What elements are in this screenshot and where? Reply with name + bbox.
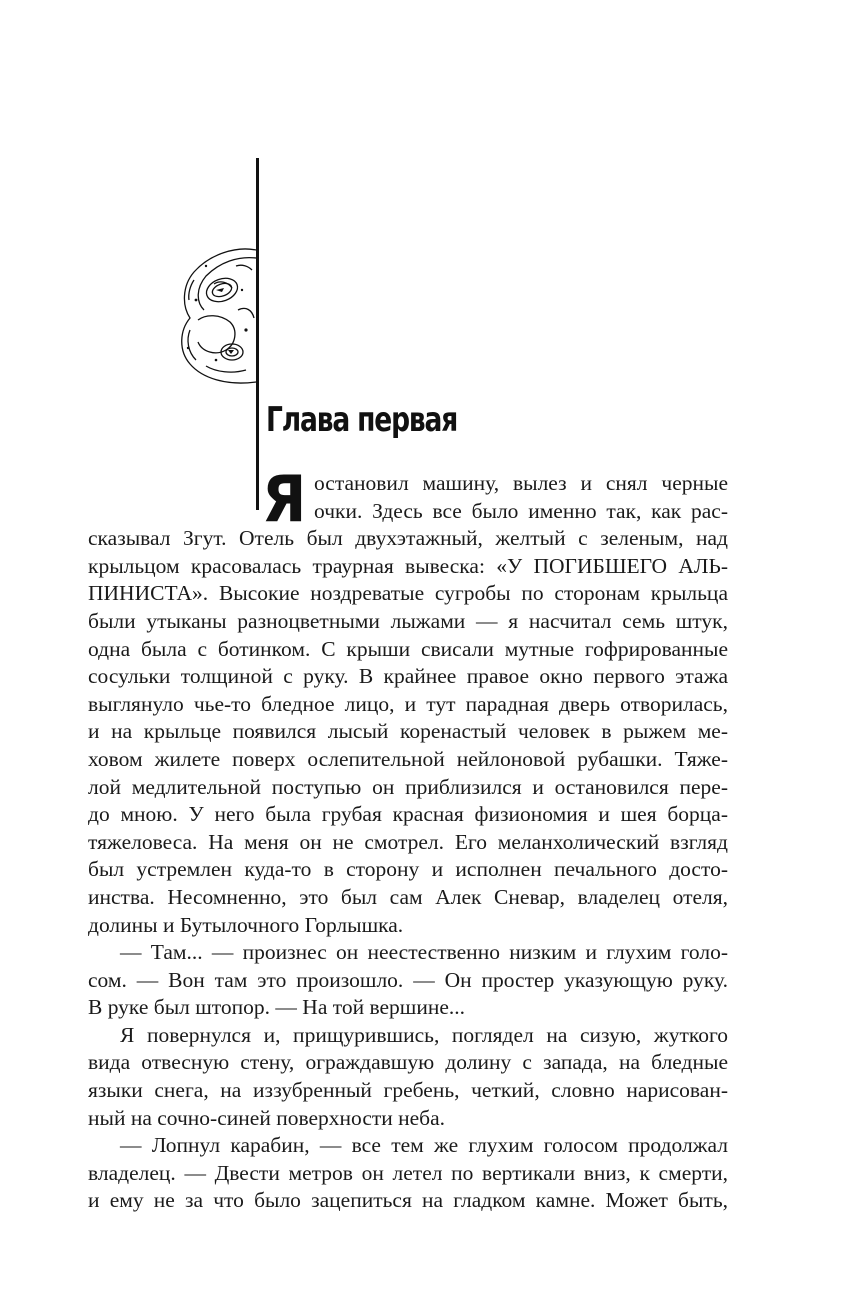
text-line: были утыканы разноцветными лыжами — я насчитал семь штук, bbox=[88, 608, 728, 633]
text-line: владелец. — Двести метров он летел по вертикали вниз, к смерти, bbox=[88, 1160, 728, 1185]
text-line: и ему не за что было зацепиться на гладком камне. Может быть, bbox=[88, 1188, 728, 1213]
snail-shell-illustration-icon bbox=[176, 240, 258, 390]
text-line: тяжеловеса. На меня он не смотрел. Его меланхолический взгляд bbox=[88, 829, 728, 854]
text-line: ховом жилете поверх ослепительной нейлоновой рубашки. Тяже- bbox=[88, 746, 728, 771]
text-line: — Там... — произнес он неестественно низким и глухим голо- bbox=[120, 940, 728, 965]
text-line: лой медлительной поступью он приблизился и остановился пере- bbox=[88, 774, 728, 799]
text-line: — Лопнул карабин, — все тем же глухим голосом продолжал bbox=[120, 1133, 728, 1158]
text-line: инства. Несомненно, это был сам Алек Сневар, владелец отеля, bbox=[88, 884, 728, 909]
text-line: выглянуло чье-то бледное лицо, и тут парадная дверь отворилась, bbox=[88, 691, 728, 716]
drop-cap: Я bbox=[262, 463, 307, 537]
text-line: крыльцом красовалась траурная вывеска: «У ПОГИБШЕГО АЛЬ- bbox=[88, 553, 728, 578]
text-line: долины и Бутылочного Горлышка. bbox=[88, 912, 404, 937]
text-line: сосульки толщиной с руку. В крайнее правое окно первого этажа bbox=[88, 664, 728, 689]
text-line: языки снега, на иззубренный гребень, четкий, словно нарисован- bbox=[88, 1078, 728, 1103]
chapter-title: Глава первая bbox=[266, 400, 458, 440]
text-line: ный на сочно-синей поверхности неба. bbox=[88, 1105, 446, 1130]
text-line: остановил машину, вылез и снял черные bbox=[314, 471, 728, 495]
body-text bbox=[88, 463, 728, 1215]
text-line: ПИНИСТА». Высокие ноздреватые сугробы по сторонам крыльца bbox=[88, 581, 728, 606]
text-line: очки. Здесь все было именно так, как рас- bbox=[314, 498, 728, 523]
text-line: был устремлен куда-то в сторону и исполнен печального досто- bbox=[88, 857, 728, 882]
text-line: В руке был штопор. — На той вершине... bbox=[88, 995, 466, 1020]
text-line: сказывал Згут. Отель был двухэтажный, желтый с зеленым, над bbox=[88, 526, 728, 551]
text-line: до мною. У него была грубая красная физиономия и шея борца- bbox=[88, 802, 728, 827]
text-line: Я повернулся и, прищурившись, поглядел на сизую, жуткого bbox=[120, 1022, 728, 1047]
text-line: вида отвесную стену, ограждавшую долину с запада, на бледные bbox=[88, 1050, 728, 1075]
text-line: и на крыльце появился лысый коренастый человек в рыжем ме- bbox=[88, 719, 728, 744]
text-line: сом. — Вон там это произошло. — Он простер указующую руку. bbox=[88, 967, 728, 992]
text-line: одна была с ботинком. С крыши свисали мутные гофрированные bbox=[88, 636, 728, 661]
